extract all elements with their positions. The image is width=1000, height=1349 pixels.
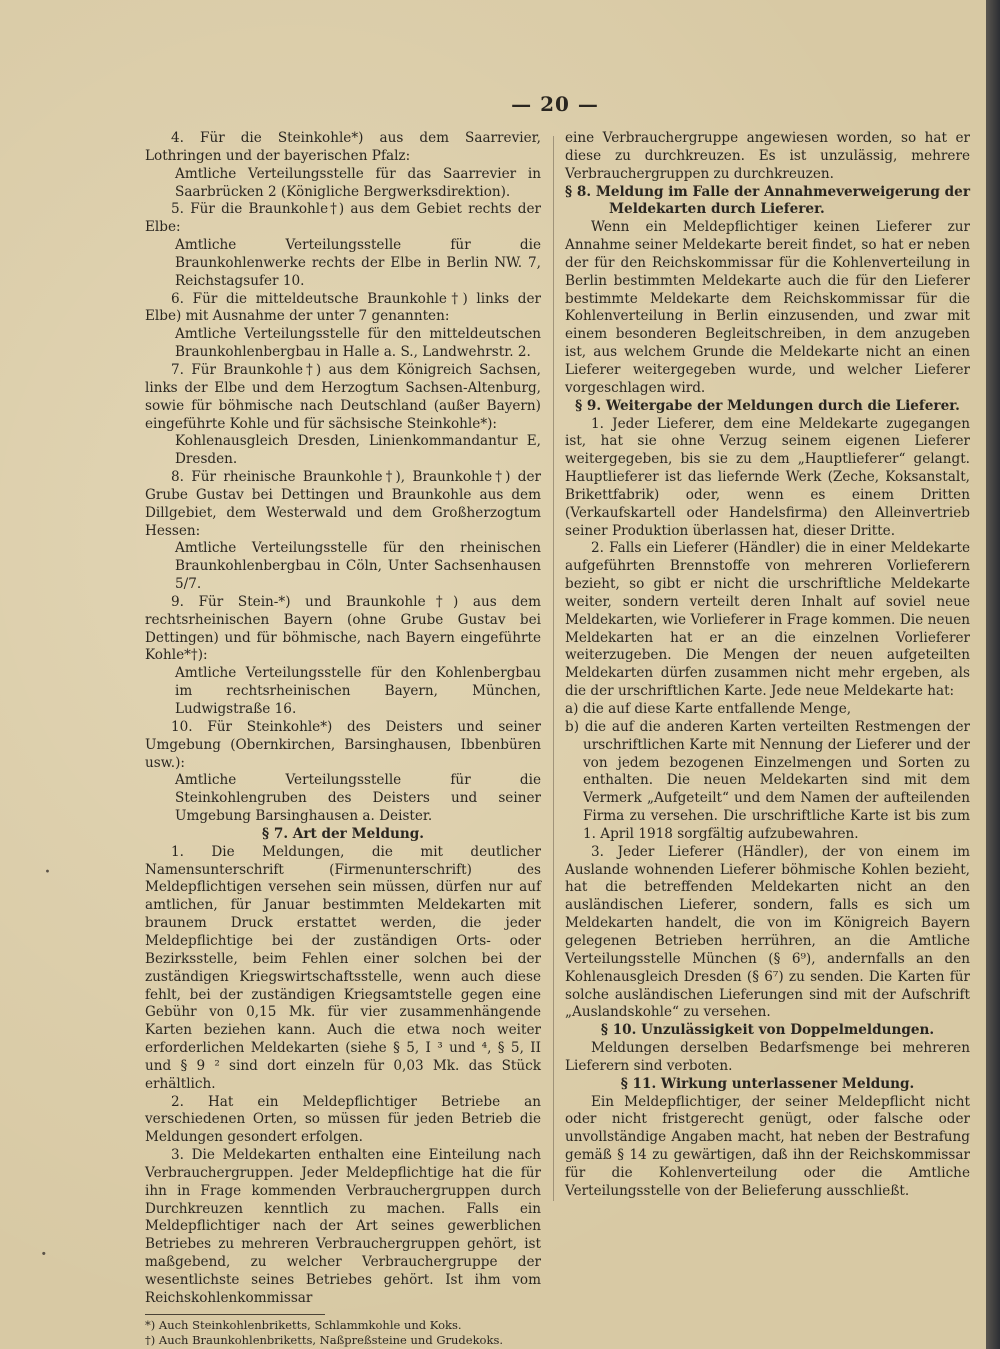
margin-mark: ·	[44, 860, 51, 885]
section-heading: § 10. Unzulässigkeit von Doppelmeldungen.	[600, 1022, 935, 1039]
right-column	[565, 130, 970, 1201]
left-column	[145, 130, 541, 1348]
paragraph: 2. Hat ein Meldepflichtiger Betriebe an verschiedenen Orten, so müssen für jeden Betrieb die Meldungen gesondert erfolgen.	[145, 1093, 541, 1146]
paragraph: Amtliche Verteilungsstelle für die Steinkohlengruben des Deisters und seiner Umgebung Barsinghausen a. Deister.	[175, 772, 541, 825]
paragraph: 2. Falls ein Lieferer (Händler) die in einer Meldekarte aufgeführten Brennstoffe von mehreren Vorlieferern bezieht, so gibt er nicht die urschriftliche Meldekarte weiter, sondern verteilt deren Inhalt auf soviel neue Meldekarten, wie Vorlieferer in Frage kommen. Die neuen Meldekarten hat er an die einzelnen Vorlieferer weiterzugeben. Die Mengen der neuen aufgeteilten Meldekarten dürfen zusammen nicht mehr ergeben, als die der urschriftlichen Karte. Jede neue Meldekarte hat:	[565, 540, 970, 700]
paragraph: Meldungen derselben Bedarfsmenge bei mehreren Lieferern sind verboten.	[565, 1040, 970, 1074]
paragraph: Amtliche Verteilungsstelle für den Kohlenbergbau im rechtsrheinischen Bayern, München, Ludwigstraße 16.	[175, 665, 541, 717]
paragraph: 6. Für die mitteldeutsche Braunkohle†) links der Elbe) mit Ausnahme der unter 7 genannten:	[145, 290, 541, 325]
paragraph: 4. Für die Steinkohle*) aus dem Saarrevier, Lothringen und der bayerischen Pfalz:	[145, 130, 541, 164]
paragraph: Amtliche Verteilungsstelle für das Saarrevier in Saarbrücken 2 (Königliche Bergwerksdirektion).	[175, 165, 541, 200]
section-heading: § 11. Wirkung unterlassener Meldung.	[620, 1075, 915, 1092]
paragraph: eine Verbrauchergruppe angewiesen worden, so hat er diese zu durchkreuzen. Es ist unzulässig, mehrere Verbrauchergruppen zu durchkreuzen.	[565, 130, 970, 182]
paragraph: Kohlenausgleich Dresden, Linienkommandantur E, Dresden.	[175, 433, 541, 468]
paragraph: 1. Die Meldungen, die mit deutlicher Namensunterschrift (Firmenunterschrift) des Meldepflichtigen versehen sein müssen, dürfen nur auf amtlichen, für Januar bestimmten Meldekarten mit braunem Druck erstattet werden, die jeder Meldepflichtige bei der zuständigen Orts- oder Bezirksstelle, beim Fehlen einer solchen bei der zuständigen Kriegswirtschaftsstelle, wenn auch diese fehlt, bei der zuständigen Kriegsamtstelle gegen eine Gebühr von 0,15 Mk. für vier zusammenhängende Karten beziehen kann. Auch die etwa noch weiter erforderlichen Meldekarten (siehe § 5, I ³ und ⁴, § 5, II und § 9 ² sind dort einzeln für 0,03 Mk. das Stück erhältlich.	[145, 843, 541, 1092]
paragraph: Wenn ein Meldepflichtiger keinen Lieferer zur Annahme seiner Meldekarte bereit findet, so hat er neben der für den Reichskommissar für die Kohlenverteilung in Berlin bestimmten Meldekarte auch die für den Lieferer bestimmte Meldekarte dem Reichskommissar für die Kohlenverteilung in Berlin einzusenden, und zwar mit einem besonderen Begleitschreiben, in dem anzugeben ist, aus welchem Grunde die Meldekarte nicht an einen Lieferer weitergegeben wurde, und welcher Lieferer vorgeschlagen wird.	[565, 219, 970, 396]
page-number: — 20 —	[511, 92, 599, 116]
paragraph: Amtliche Verteilungsstelle für den rheinischen Braunkohlenbergbau in Cöln, Unter Sachsenhausen 5/7.	[175, 540, 541, 593]
section-heading: § 9. Weitergabe der Meldungen durch die Lieferer.	[575, 397, 960, 414]
paragraph: a) die auf diese Karte entfallende Menge,	[565, 701, 852, 717]
paragraph: 10. Für Steinkohle*) des Deisters und seiner Umgebung (Obernkirchen, Barsinghausen, Ibbenbüren usw.):	[145, 718, 541, 771]
footnote: *) Auch Steinkohlenbriketts, Schlammkohle und Koks.	[145, 1317, 462, 1332]
section-heading: § 8. Meldung im Falle der Annahmeverweigerung der Meldekarten durch Lieferer.	[565, 183, 970, 218]
paragraph: Amtliche Verteilungsstelle für den mitteldeutschen Braunkohlenbergbau in Halle a. S., Landwehrstr. 2.	[175, 326, 541, 361]
paragraph: 5. Für die Braunkohle†) aus dem Gebiet rechts der Elbe:	[145, 201, 541, 236]
paragraph: 7. Für Braunkohle†) aus dem Königreich Sachsen, links der Elbe und dem Herzogtum Sachsen-Altenburg, sowie für böhmische nach Deutschland (außer Bayern) eingeführte Kohle und für sächsische Steinkohle*):	[145, 361, 541, 432]
paragraph: Amtliche Verteilungsstelle für die Braunkohlenwerke rechts der Elbe in Berlin NW. 7, Reichstagsufer 10.	[175, 237, 541, 289]
paragraph: 9. Für Stein-*) und Braunkohle†) aus dem rechtsrheinischen Bayern (ohne Grube Gustav bei Dettingen) und für böhmische, nach Bayern eingeführte Kohle*†):	[145, 593, 541, 664]
margin-mark: ·	[40, 1240, 48, 1268]
column-divider	[553, 136, 554, 1201]
paragraph: 3. Jeder Lieferer (Händler), der von einem im Auslande wohnenden Lieferer böhmische Kohlen bezieht, hat die betreffenden Meldekarten nicht an den ausländischen Lieferer, sondern, falls es sich um Meldekarten handelt, die von im Königreich Bayern gelegenen Betrieben herrühren, an die Amtliche Verteilungsstelle München (§ 6⁹), andernfalls an den Kohlenausgleich Dresden (§ 6⁷) zu senden. Die Karten für solche ausländischen Lieferungen sind mit der Aufschrift „Auslandskohle“ zu versehen.	[565, 843, 970, 1021]
section-heading: § 7. Art der Meldung.	[262, 825, 424, 842]
paragraph: Ein Meldepflichtiger, der seiner Meldepflicht nicht oder nicht fristgerecht genügt, oder falsche oder unvollständige Angaben macht, hat neben der Bestrafung gemäß § 14 zu gewärtigen, daß ihn der Reichskommissar für die Kohlenverteilung oder die Amtliche Verteilungsstelle von der Belieferung ausschließt.	[565, 1093, 970, 1199]
book-edge	[986, 0, 1000, 1349]
paragraph: 3. Die Meldekarten enthalten eine Einteilung nach Verbrauchergruppen. Jeder Meldepflichtige hat die für ihn in Frage kommenden Verbrauchergruppen durch Durchkreuzen kenntlich zu machen. Falls ein Meldepflichtiger nach der Art seines gewerblichen Betriebes zu mehreren Verbrauchergruppen gehört, ist maßgebend, zu welcher Verbrauchergruppe der wesentlichste seines Betriebes gehört. Ist ihm vom Reichskohlenkommissar	[145, 1147, 541, 1306]
paragraph: 8. Für rheinische Braunkohle†), Braunkohle†) der Grube Gustav bei Dettingen und Braunkohle aus dem Dillgebiet, dem Westerwald und dem Großherzogtum Hessen:	[145, 469, 541, 539]
paragraph: b) die auf die anderen Karten verteilten Restmengen der urschriftlichen Karte mit Nennung der Lieferer und der von jedem bezogenen Einzelmengen und Sorten zu enthalten. Die neuen Meldekarten sind mit dem Vermerk „Aufgeteilt“ und dem Namen der aufteilenden Firma zu versehen. Die urschriftliche Karte ist bis zum 1. April 1918 sorgfältig aufzubewahren.	[565, 718, 970, 842]
footnote: †) Auch Braunkohlenbriketts, Naßpreßsteine und Grudekoks.	[145, 1332, 504, 1347]
paragraph: 1. Jeder Lieferer, dem eine Meldekarte zugegangen ist, hat sie ohne Verzug seinem eigenen Lieferer weitergegeben, bis sie zu dem „Hauptlieferer“ gelangt. Hauptlieferer ist das liefernde Werk (Zeche, Koksanstalt, Brikettfabrik) oder, wenn es einem Dritten (Verkaufskartell oder Handelsfirma) den Alleinvertrieb seiner Produktion überlassen hat, dieser Dritte.	[565, 415, 970, 539]
